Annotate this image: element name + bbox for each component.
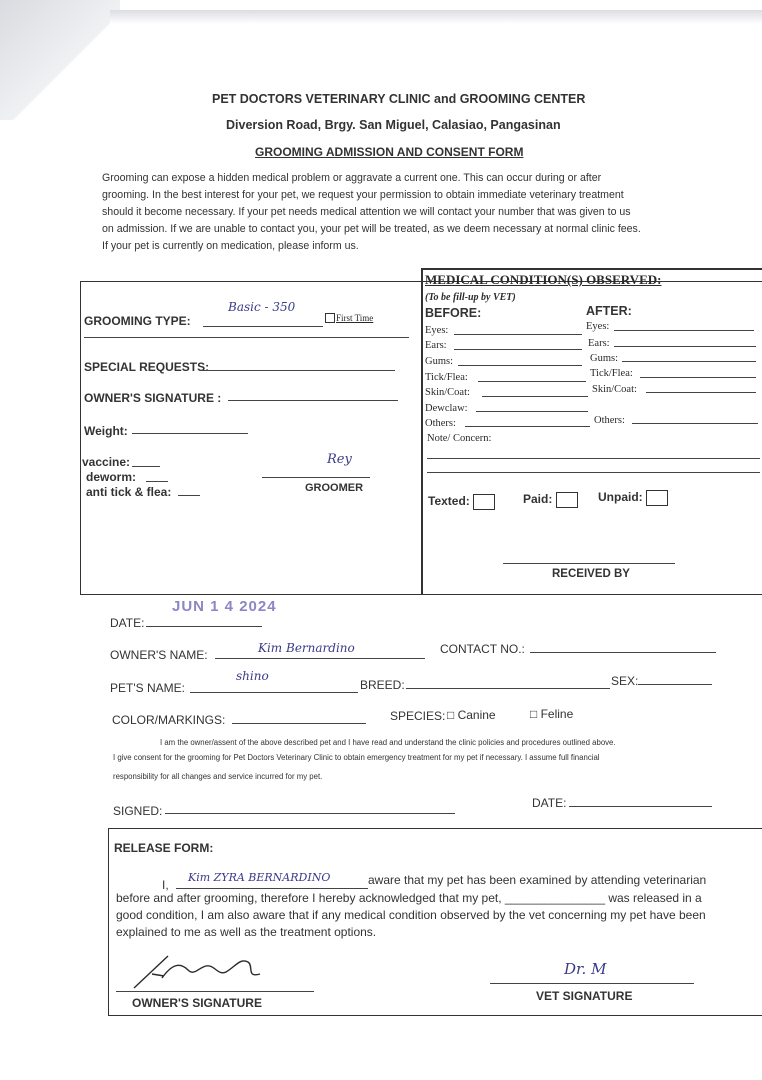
- consent-date-label: DATE:: [532, 796, 567, 810]
- date-line[interactable]: [146, 626, 262, 627]
- breed-line[interactable]: [406, 688, 610, 689]
- owner-signature-line[interactable]: [228, 400, 398, 401]
- before-eyes-line[interactable]: [454, 334, 582, 335]
- signed-line[interactable]: [165, 813, 455, 814]
- pet-name-value: shino: [236, 669, 269, 683]
- note-concern-label: Note/ Concern:: [427, 433, 492, 444]
- clinic-address: Diversion Road, Brgy. San Miguel, Calasiao, Pangasinan: [226, 118, 561, 132]
- first-time-checkbox[interactable]: [325, 313, 335, 323]
- anti-tick-label: anti tick & flea:: [86, 485, 172, 499]
- before-others: Others:: [425, 418, 456, 429]
- weight-line[interactable]: [132, 433, 248, 434]
- contact-label: CONTACT NO.:: [440, 642, 525, 656]
- color-line[interactable]: [232, 723, 366, 724]
- paid-text: Paid:: [523, 492, 553, 507]
- release-name-value: Kim ZYRA BERNARDINO: [188, 871, 331, 884]
- release-name-line[interactable]: [176, 888, 368, 889]
- after-skin-coat-line[interactable]: [646, 392, 756, 393]
- sex-label: SEX:: [611, 674, 639, 688]
- unpaid-label: [598, 490, 668, 506]
- before-dewclaw: Dewclaw:: [425, 403, 468, 414]
- release-title: RELEASE FORM:: [114, 841, 214, 855]
- before-tick-flea: Tick/Flea:: [425, 372, 468, 383]
- owner-signature-release-line[interactable]: [116, 991, 314, 992]
- grooming-type-extra-line: [84, 337, 409, 338]
- unpaid-text: Unpaid:: [598, 490, 643, 505]
- deworm-line[interactable]: [146, 481, 168, 482]
- unpaid-checkbox[interactable]: [646, 490, 668, 506]
- first-time-label: First Time: [336, 313, 374, 323]
- intro-line: Grooming can expose a hidden medical problem or aggravate a current one. This can occur during or after: [102, 172, 602, 184]
- page-fold-shadow: [0, 0, 120, 120]
- clinic-name: PET DOCTORS VETERINARY CLINIC and GROOMING CENTER: [212, 92, 586, 106]
- after-ears: Ears:: [588, 338, 610, 349]
- received-by-line[interactable]: [503, 563, 675, 564]
- species-label: SPECIES:: [390, 709, 446, 723]
- after-tick-flea: Tick/Flea:: [590, 368, 633, 379]
- after-gums-line[interactable]: [622, 361, 756, 362]
- canine-option[interactable]: □ Canine: [447, 708, 496, 722]
- grooming-type-label: GROOMING TYPE:: [84, 314, 191, 328]
- sex-line[interactable]: [638, 684, 712, 685]
- before-eyes: Eyes:: [425, 325, 449, 336]
- before-others-line[interactable]: [465, 426, 590, 427]
- vet-signature-label: VET SIGNATURE: [536, 989, 633, 1003]
- after-gums: Gums:: [590, 353, 619, 364]
- pet-name-label: PET'S NAME:: [110, 681, 185, 695]
- before-dewclaw-line[interactable]: [476, 411, 588, 412]
- signed-label: SIGNED:: [113, 804, 163, 818]
- owner-signature-release-label: OWNER'S SIGNATURE: [132, 996, 262, 1010]
- groomer-line[interactable]: [262, 477, 370, 478]
- breed-label: BREED:: [360, 678, 405, 692]
- grooming-type-value[interactable]: Basic - 350: [228, 300, 296, 314]
- owner-name-label: OWNER'S NAME:: [110, 648, 208, 662]
- release-line-1: aware that my pet has been examined by attending veterinarian: [368, 873, 707, 887]
- intro-line: grooming. In the best interest for your pet, we request your permission to obtain immediate veterinary treatment: [102, 189, 624, 201]
- after-tick-flea-line[interactable]: [640, 377, 756, 378]
- grooming-type-line: [203, 326, 323, 327]
- vet-signature-value: Dr. M: [564, 960, 607, 978]
- color-label: COLOR/MARKINGS:: [112, 713, 226, 727]
- consent-date-line[interactable]: [569, 806, 712, 807]
- date-stamp: JUN 1 4 2024: [172, 598, 277, 615]
- contact-line[interactable]: [530, 652, 716, 653]
- after-ears-line[interactable]: [614, 346, 756, 347]
- special-requests-label: SPECIAL REQUESTS:: [84, 360, 210, 374]
- pet-name-line[interactable]: [190, 692, 358, 693]
- special-requests-line[interactable]: [200, 370, 395, 371]
- before-ears-line[interactable]: [454, 349, 582, 350]
- medical-title: MEDICAL CONDITION(S) OBSERVED:: [425, 272, 662, 287]
- anti-tick-line[interactable]: [178, 495, 200, 496]
- after-others-line[interactable]: [632, 423, 758, 424]
- paid-label: [523, 492, 578, 508]
- vaccine-line[interactable]: [132, 466, 160, 467]
- before-skin-coat-line[interactable]: [482, 396, 588, 397]
- received-by-label: RECEIVED BY: [552, 568, 630, 580]
- before-tick-flea-line[interactable]: [478, 381, 586, 382]
- texted-checkbox[interactable]: [473, 494, 495, 510]
- form-title: GROOMING ADMISSION AND CONSENT FORM: [255, 145, 524, 159]
- owner-name-line[interactable]: [215, 658, 425, 659]
- medical-top-border: [421, 268, 762, 270]
- intro-line: on admission. If we are unable to contact you, your pet will be treated, as we deem necessary at normal clinic fees.: [102, 223, 641, 235]
- before-ears: Ears:: [425, 340, 447, 351]
- note-line-2[interactable]: [427, 472, 760, 473]
- date-label: DATE:: [110, 616, 145, 630]
- after-skin-coat: Skin/Coat:: [592, 384, 637, 395]
- after-others: Others:: [594, 415, 625, 426]
- release-line-2: before and after grooming, therefore I hereby acknowledged that my pet, _______________ was released in a: [116, 891, 702, 905]
- owner-signature-scribble: [128, 948, 278, 994]
- groomer-label: GROOMER: [305, 482, 364, 494]
- medical-subtitle: (To be fill-up by VET): [425, 292, 516, 303]
- column-divider: [421, 268, 423, 595]
- groomer-signature: Rey: [327, 452, 352, 467]
- after-eyes: Eyes:: [586, 321, 610, 332]
- after-eyes-line[interactable]: [614, 330, 754, 331]
- release-line-4: explained to me as well as the treatment options.: [116, 925, 377, 939]
- intro-line: should it become necessary. If your pet needs medical attention we will contact your number that was given to us: [102, 206, 631, 218]
- owner-name-value: Kim Bernardino: [258, 641, 355, 655]
- release-i-label: I,: [162, 878, 169, 892]
- before-gums-line[interactable]: [458, 365, 582, 366]
- vet-signature-line[interactable]: [490, 983, 694, 984]
- intro-paragraph: [102, 170, 712, 255]
- texted-text: Texted:: [428, 494, 470, 509]
- release-line-3: good condition, I am also aware that if any medical condition observed by the vet concerning my pet have been: [116, 908, 706, 922]
- texted-label: [428, 494, 495, 510]
- vaccine-label: vaccine:: [82, 455, 131, 469]
- before-skin-coat: Skin/Coat:: [425, 387, 470, 398]
- page-top-edge: [110, 10, 762, 24]
- consent-line-2: I give consent for the grooming for Pet Doctors Veterinary Clinic to obtain emergency treatment for my pet if necessary. I assume full financial: [113, 753, 600, 762]
- owner-signature-label: OWNER'S SIGNATURE :: [84, 391, 222, 405]
- intro-line: If your pet is currently on medication, please inform us.: [102, 240, 359, 252]
- note-line-1[interactable]: [427, 458, 760, 459]
- deworm-label: deworm:: [86, 470, 137, 484]
- after-label: AFTER:: [586, 304, 632, 318]
- before-gums: Gums:: [425, 356, 454, 367]
- consent-line-3: responsibility for all changes and service incurred for my pet.: [113, 772, 323, 781]
- feline-option[interactable]: □ Feline: [530, 707, 574, 721]
- consent-line-1: I am the owner/assent of the above described pet and I have read and understand the clinic policies and procedures outlined above.: [160, 738, 616, 747]
- paid-checkbox[interactable]: [556, 492, 578, 508]
- before-label: BEFORE:: [425, 306, 482, 320]
- weight-label: Weight:: [84, 424, 128, 438]
